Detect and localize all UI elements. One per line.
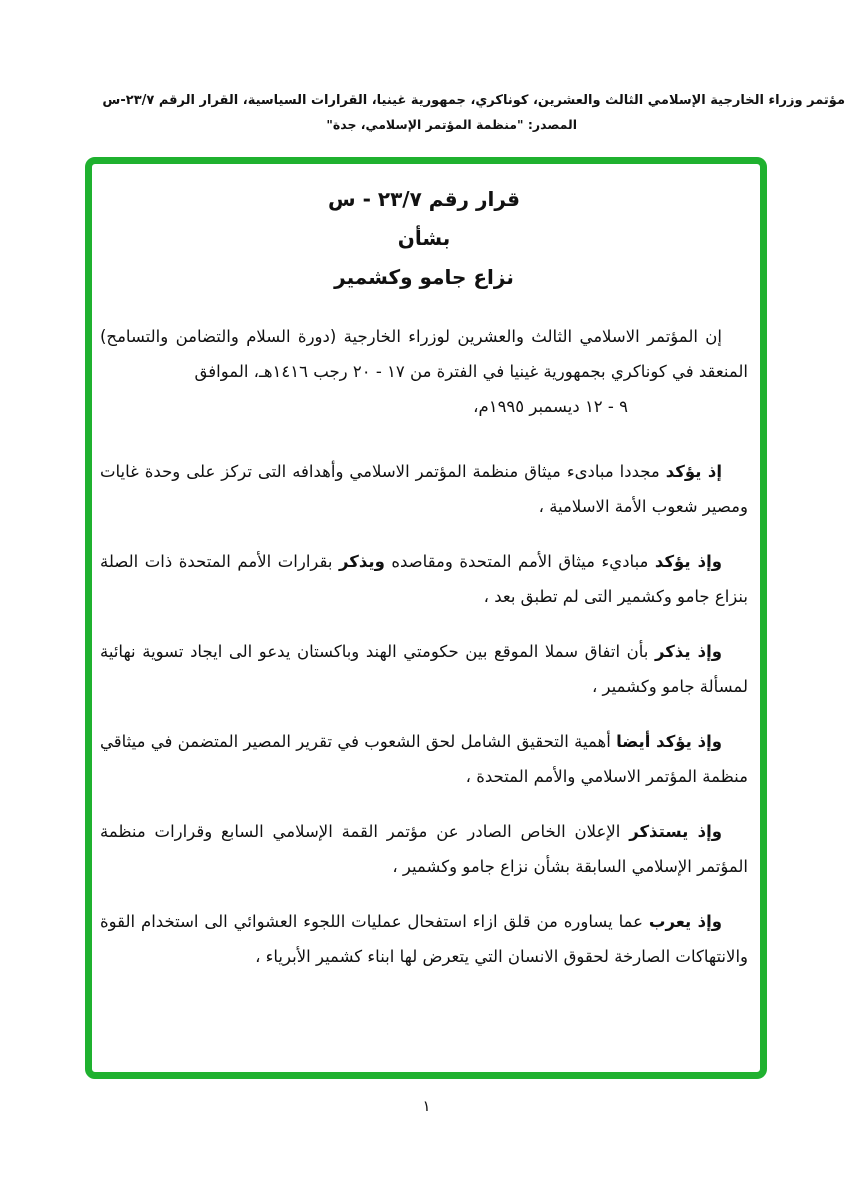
paragraph-text: أهمية التحقيق الشامل لحق الشعوب في تقرير المصير المتضمن في ميثاقي منظمة المؤتمر الاسلامي والأمم المتحدة ، (100, 732, 748, 786)
paragraph-text: عما يساوره من قلق ازاء استفحال عمليات اللجوء العشوائي الى استخدام القوة والانتهاكات الصارخة لحقوق الانسان التي يتعرض لها ابناء كشمير الأبرياء ، (100, 912, 748, 966)
header-source: المصدر: "منظمة المؤتمر الإسلامي، جدة" (326, 117, 577, 132)
regarding-label: بشأن (397, 226, 451, 250)
page-number: ١ (422, 1097, 431, 1115)
resolution-paragraph (100, 724, 748, 794)
header-citation: مؤتمر وزراء الخارجية الإسلامي الثالث والعشرين، كوناكري، جمهورية غينيا، القرارات السياسية، القرار الرقم ٢٣/٧-س (102, 93, 845, 108)
resolution-title-block (100, 180, 748, 297)
paragraph-lead-phrase: إذ يؤكد (665, 462, 722, 481)
resolution-paragraph (100, 814, 748, 884)
paragraph-text: إن المؤتمر الاسلامي الثالث والعشرين لوزراء الخارجية (دورة السلام والتضامن والتسامح) المنعقد في كوناكري بجمهورية غينيا في الفترة من ١٧ - ٢٠ رجب ١٤١٦هـ، الموافق (100, 327, 748, 381)
paragraph-lead-phrase: وإذ يؤكد أيضا (616, 732, 723, 751)
paragraph-lead-phrase: وإذ يستذكر (629, 822, 722, 841)
paragraph-text: مجددا مبادىء ميثاق منظمة المؤتمر الاسلامي وأهدافه التى تركز على وحدة غايات ومصير شعوب الأمة الاسلامية ، (100, 462, 748, 516)
resolution-paragraph (100, 454, 748, 524)
paragraph-lead-phrase: وإذ يعرب (648, 912, 722, 931)
paragraph-text: بقرارات الأمم المتحدة ذات الصلة بنزاع جامو وكشمير التى لم تطبق بعد ، (100, 552, 748, 606)
resolution-subject: نزاع جامو وكشمير (334, 265, 514, 289)
paragraph-lead-phrase: ويذكر (338, 552, 385, 571)
paragraph-lead-phrase: وإذ يذكر (654, 642, 722, 661)
resolution-paragraph (100, 544, 748, 614)
resolution-paragraph (100, 319, 748, 424)
resolution-content (100, 180, 748, 994)
resolution-number: قرار رقم ٢٣/٧ - س (328, 187, 520, 211)
resolution-paragraph (100, 904, 748, 974)
paragraph-text: مباديء ميثاق الأمم المتحدة ومقاصده (384, 552, 655, 571)
paragraph-text: الإعلان الخاص الصادر عن مؤتمر القمة الإسلامي السابع وقرارات منظمة المؤتمر الإسلامي السابقة بشأن نزاع جامو وكشمير ، (100, 822, 748, 876)
paragraph-date-line: ٩ - ١٢ ديسمبر ١٩٩٥م، (473, 397, 628, 416)
paragraph-text: بأن اتفاق سملا الموقع بين حكومتي الهند وباكستان يدعو الى ايجاد تسوية نهائية لمسألة جامو وكشمير ، (100, 642, 748, 696)
resolution-paragraph (100, 634, 748, 704)
paragraph-lead-phrase: وإذ يؤكد (654, 552, 723, 571)
resolution-body (100, 319, 748, 974)
